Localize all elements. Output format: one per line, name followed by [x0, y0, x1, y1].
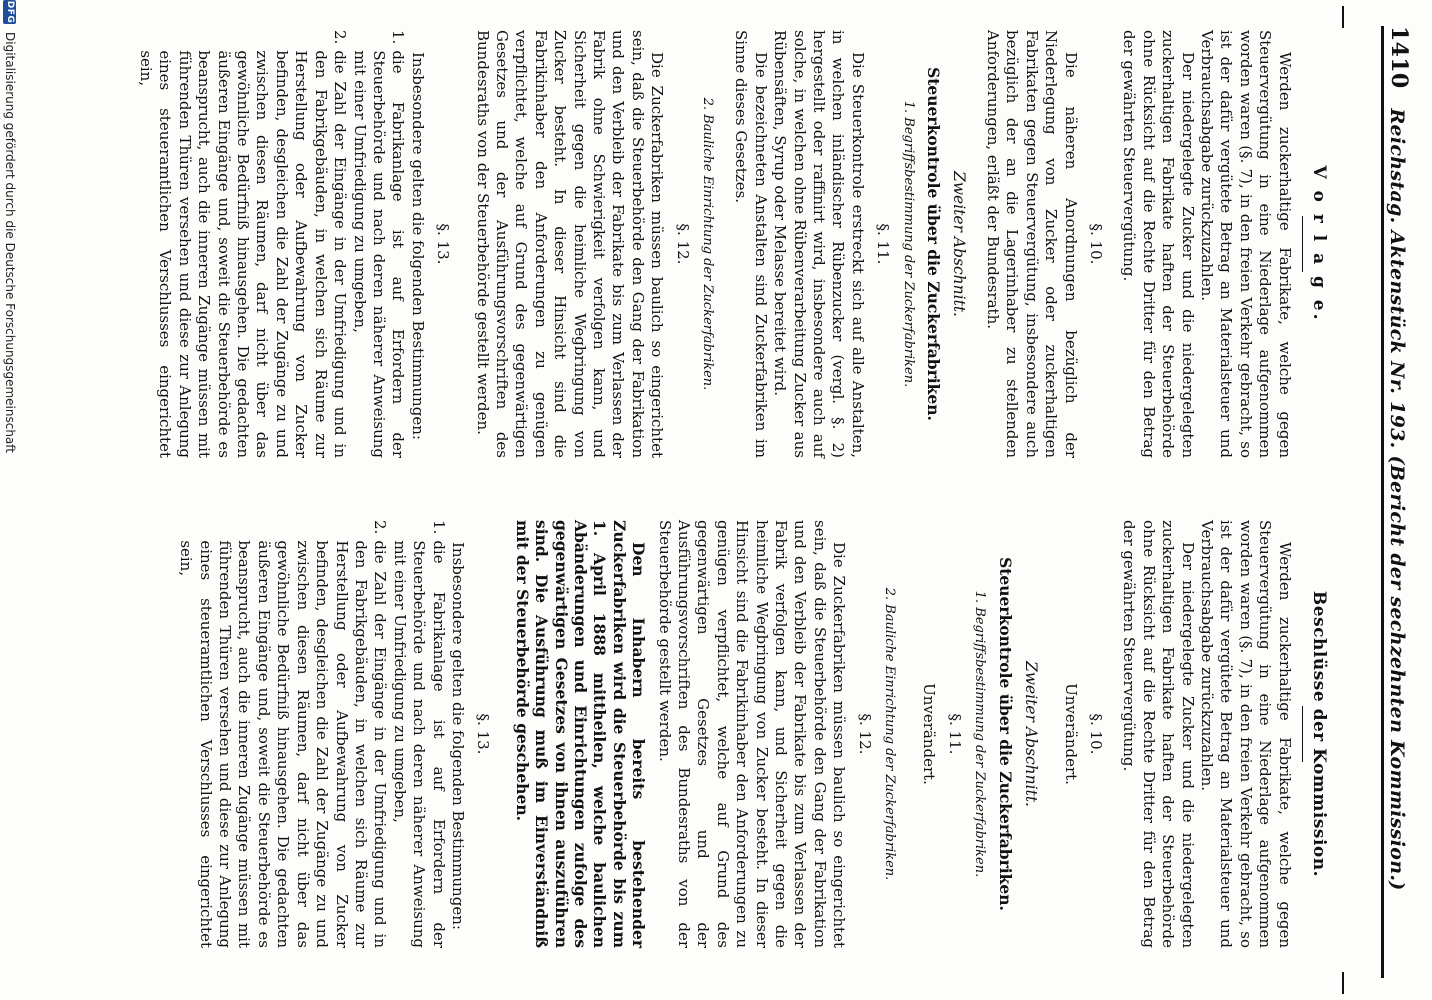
- paragraph: Die Steuerkontrole erstreckt sich auf alle Anstalten, in welchen inländischer Rübenzucker (vergl. §. 2) hergestellt oder raffinirt wird, insbesondere auch auf solche, in welchen ohne Rübenverarbeitung Zucker aus Rübensäften, Syrup oder Melasse bereitet wird.: [771, 30, 867, 458]
- margin-mark-right: [1342, 972, 1344, 994]
- paragraph: Die Zuckerfabriken müssen baulich so eingerichtet sein, daß die Steuerbehörde den Gang der Fabrikation und den Verbleib der Fabrikate bis zum Verlassen der Fabrik ohne Schwierigkeit verfolgen kann, und Sicherheit gegen die heimliche Wegbringung von Zucker besteht. In dieser Hinsicht sind die Fabrikinhaber den Anforderungen zu genügen verpflichtet, welche auf Grund des gegenwärtigen Gesetzes und der Ausführungsvorschriften des Bundesraths von der Steuerbehörde gestellt werden.: [473, 30, 667, 458]
- paragraph: Werden zuckerhaltige Fabrikate, welche gegen Steuervergütung in eine Niederlage aufgenommen worden waren (§. 7), in den freien Verkehr gebracht, so ist der dafür vergütete Betrag an Materialsteuer und Verbrauchsabgabe zurückzuzahlen.: [1197, 30, 1294, 458]
- column-title: Beschlüsse der Kommission.: [1309, 590, 1329, 878]
- running-head: [1386, 26, 1420, 978]
- page-number: 1410: [1386, 26, 1412, 89]
- section-heading: §. 12.: [673, 223, 692, 265]
- digitization-credit: [0, 0, 20, 1000]
- list-number: 2.: [331, 30, 350, 45]
- paragraph: Die näheren Anordnungen bezüglich der Niederlegung von Zucker oder zuckerhaltigen Fabrikaten gegen Steuervergütung, insbesondere auch bezüglich der an die Lagerinhaber zu stellenden Anforderungen, erläßt der Bundesrath.: [983, 30, 1080, 458]
- paragraph: Der niedergelegte Zucker und die niedergelegten zuckerhaltigen Fabrikate haften der Steuerbehörde ohne Rücksicht auf die Rechte Dritter für den Betrag der gewährten Steuervergütung.: [1120, 30, 1197, 458]
- paragraph: Der niedergelegte Zucker und die niedergelegten zuckerhaltigen Fabrikate haften der Steuerbehörde ohne Rücksicht auf die Rechte Dritter für den Betrag der gewährten Steuervergütung.: [1120, 520, 1197, 948]
- dfg-logo: DFG: [5, 0, 15, 24]
- part-title: Steuerkontrole über die Zuckerfabriken.: [995, 557, 1015, 911]
- subsection-heading: 1. Begriffsbestimmung der Zuckerfabriken.: [972, 590, 988, 878]
- numbered-list: [176, 520, 448, 948]
- paragraph: Die bezeichneten Anstalten sind Zuckerfabriken im Sinne dieses Gesetzes.: [732, 30, 770, 458]
- credit-text: Digitalisierung gefördert durch die Deutsche Forschungsgemeinschaft: [3, 32, 17, 454]
- list-number: 2.: [371, 520, 390, 535]
- column-title: V o r l a g e.: [1309, 165, 1329, 323]
- header-rule: [1381, 26, 1384, 978]
- list-text: die Fabrikanlage ist auf Erfordern der Steuerbehörde und nach deren näherer Anweisung mit einer Umfriedigung zu umgeben,: [350, 50, 408, 458]
- unchanged-note: Unverändert.: [920, 683, 939, 785]
- section-heading: §. 10.: [1086, 713, 1105, 755]
- part-heading: Zweiter Abschnitt.: [1022, 661, 1041, 807]
- title-rule: [1302, 216, 1303, 272]
- column-beschluesse: [176, 520, 1332, 948]
- margin-mark-left: [1342, 6, 1344, 28]
- numbered-list: [136, 30, 408, 458]
- column-vorlage: [136, 30, 1332, 458]
- subsection-heading: 2. Bauliche Einrichtung der Zuckerfabriken.: [882, 587, 898, 881]
- list-text: die Fabrikanlage ist auf Erfordern der Steuerbehörde und nach deren näherer Anweisung mit einer Umfriedigung zu umgeben,: [390, 540, 448, 948]
- section-heading: §. 11.: [945, 713, 964, 755]
- part-title: Steuerkontrole über die Zuckerfabriken.: [924, 67, 944, 421]
- subsection-heading: 1. Begriffsbestimmung der Zuckerfabriken.: [900, 100, 916, 388]
- section-heading: §. 13.: [434, 223, 453, 265]
- unchanged-note: Unverändert.: [1061, 683, 1080, 785]
- subsection-heading: 2. Bauliche Einrichtung der Zuckerfabriken.: [700, 97, 716, 391]
- list-text: die Zahl der Eingänge in der Umfriedigung und in den Fabrikgebäuden, in welchen sich Räume zur Herstellung oder Aufbewahrung von Zucker befinden, desgleichen die Zahl der Zugänge zu und zwischen diesen Räumen, darf nicht über das gewöhnliche Bedürfniß hinausgehen. Die gedachten äußeren Eingänge und, soweit die Steuerbehörde es beansprucht, auch die inneren Zugänge müssen mit führenden Thüren versehen und diese zur Anlegung eines steueramtlichen Verschlusses eingerichtet sein,: [137, 50, 350, 458]
- section-heading: §. 13.: [474, 713, 493, 755]
- list-number: 1.: [389, 30, 408, 45]
- list-text: die Zahl der Eingänge in der Umfriedigung und in den Fabrikgebäuden, in welchen sich Räume zur Herstellung oder Aufbewahrung von Zucker befinden, desgleichen die Zahl der Zugänge zu und zwischen diesen Räumen, darf nicht über das gewöhnliche Bedürfniß hinausgehen. Die gedachten äußeren Eingänge und, soweit die Steuerbehörde es beansprucht, auch die inneren Zugänge müssen mit führenden Thüren versehen und diese zur Anlegung eines steueramtlichen Verschlusses eingerichtet sein,: [177, 540, 390, 948]
- list-item: [176, 520, 389, 948]
- paragraph: Die Zuckerfabriken müssen baulich so eingerichtet sein, daß die Steuerbehörde den Gang der Fabrikation und den Verbleib der Fabrikate bis zum Verlassen der Fabrik verfolgen kann, und Sicherheit gegen die heimliche Wegbringung von Zucker besteht. In dieser Hinsicht sind die Fabrikinhaber den Anforderungen zu genügen verpflichtet, welche auf Grund des gegenwärtigen Gesetzes und der Ausführungsvorschriften des Bundesraths von der Steuerbehörde gestellt werden.: [655, 520, 849, 948]
- list-item: [389, 520, 447, 948]
- part-heading: Zweiter Abschnitt.: [950, 171, 969, 317]
- paragraph: Werden zuckerhaltige Fabrikate, welche gegen Steuervergütung in eine Niederlage aufgenommen worden waren (§. 7), in den freien Verkehr gebracht, so ist der dafür vergütete Betrag an Materialsteuer und Verbrauchsabgabe zurückzuzahlen.: [1197, 520, 1294, 948]
- list-item: [136, 30, 349, 458]
- title-rule: [1302, 706, 1303, 762]
- list-number: 1.: [429, 520, 448, 535]
- section-heading: §. 11.: [874, 223, 893, 265]
- section-heading: §. 10.: [1086, 223, 1105, 265]
- list-item: [349, 30, 407, 458]
- paragraph: Insbesondere gelten die folgenden Bestimmungen:: [408, 52, 427, 440]
- paragraph: Insbesondere gelten die folgenden Bestimmungen:: [448, 542, 467, 930]
- running-title: Reichstag. Aktenstück Nr. 193. (Bericht der sechzehnten Kommission.): [1386, 108, 1408, 891]
- section-heading: §. 12.: [855, 713, 874, 755]
- amendment-paragraph: Den Inhabern bereits bestehender Zuckerfabriken wird die Steuerbehörde bis zum 1. April 1888 mittheilen, welche baulichen Abänderungen und Einrichtungen zufolge des gegenwärtigen Gesetzes von ihnen auszuführen sind. Die Ausführung muß im Einverständniß mit der Steuerbehörde geschehen.: [512, 520, 649, 948]
